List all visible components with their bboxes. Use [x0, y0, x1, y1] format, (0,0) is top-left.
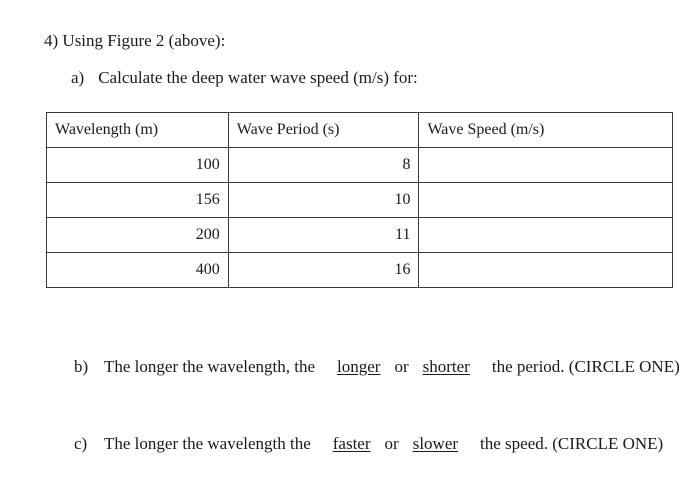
part-b-or: or	[394, 357, 409, 376]
cell-wavelength: 200	[47, 218, 229, 253]
header-speed: Wave Speed (m/s)	[419, 113, 673, 148]
wave-table	[46, 112, 673, 288]
option-faster[interactable]: faster	[332, 434, 371, 453]
part-a-label: a)	[71, 68, 85, 87]
cell-speed-input[interactable]	[419, 253, 673, 288]
part-c-label: c)	[74, 434, 88, 453]
table-row	[47, 148, 673, 183]
option-shorter[interactable]: shorter	[422, 357, 470, 376]
cell-wavelength: 100	[47, 148, 229, 183]
part-b-label: b)	[74, 357, 89, 376]
question-4-heading: 4) Using Figure 2 (above):	[44, 31, 226, 50]
table-row	[47, 218, 673, 253]
part-b-statement	[74, 357, 680, 377]
part-a-text: Calculate the deep water wave speed (m/s) for:	[98, 68, 418, 87]
header-period: Wave Period (s)	[228, 113, 419, 148]
cell-period: 8	[228, 148, 419, 183]
table-row	[47, 183, 673, 218]
cell-period: 11	[228, 218, 419, 253]
option-longer[interactable]: longer	[337, 357, 381, 376]
cell-wavelength: 156	[47, 183, 229, 218]
table-row	[47, 253, 673, 288]
part-c-or: or	[384, 434, 399, 453]
option-slower[interactable]: slower	[412, 434, 459, 453]
part-c-text-after: the speed. (CIRCLE ONE)	[480, 434, 664, 453]
cell-period: 10	[228, 183, 419, 218]
cell-wavelength: 400	[47, 253, 229, 288]
part-c-statement	[74, 434, 663, 454]
part-c-text-before: The longer the wavelength the	[104, 434, 311, 453]
table-header-row	[47, 113, 673, 148]
header-wavelength: Wavelength (m)	[47, 113, 229, 148]
cell-speed-input[interactable]	[419, 148, 673, 183]
part-a-prompt	[71, 68, 418, 88]
cell-period: 16	[228, 253, 419, 288]
part-b-text-before: The longer the wavelength, the	[104, 357, 316, 376]
cell-speed-input[interactable]	[419, 183, 673, 218]
part-b-text-after: the period. (CIRCLE ONE)	[491, 357, 680, 376]
cell-speed-input[interactable]	[419, 218, 673, 253]
